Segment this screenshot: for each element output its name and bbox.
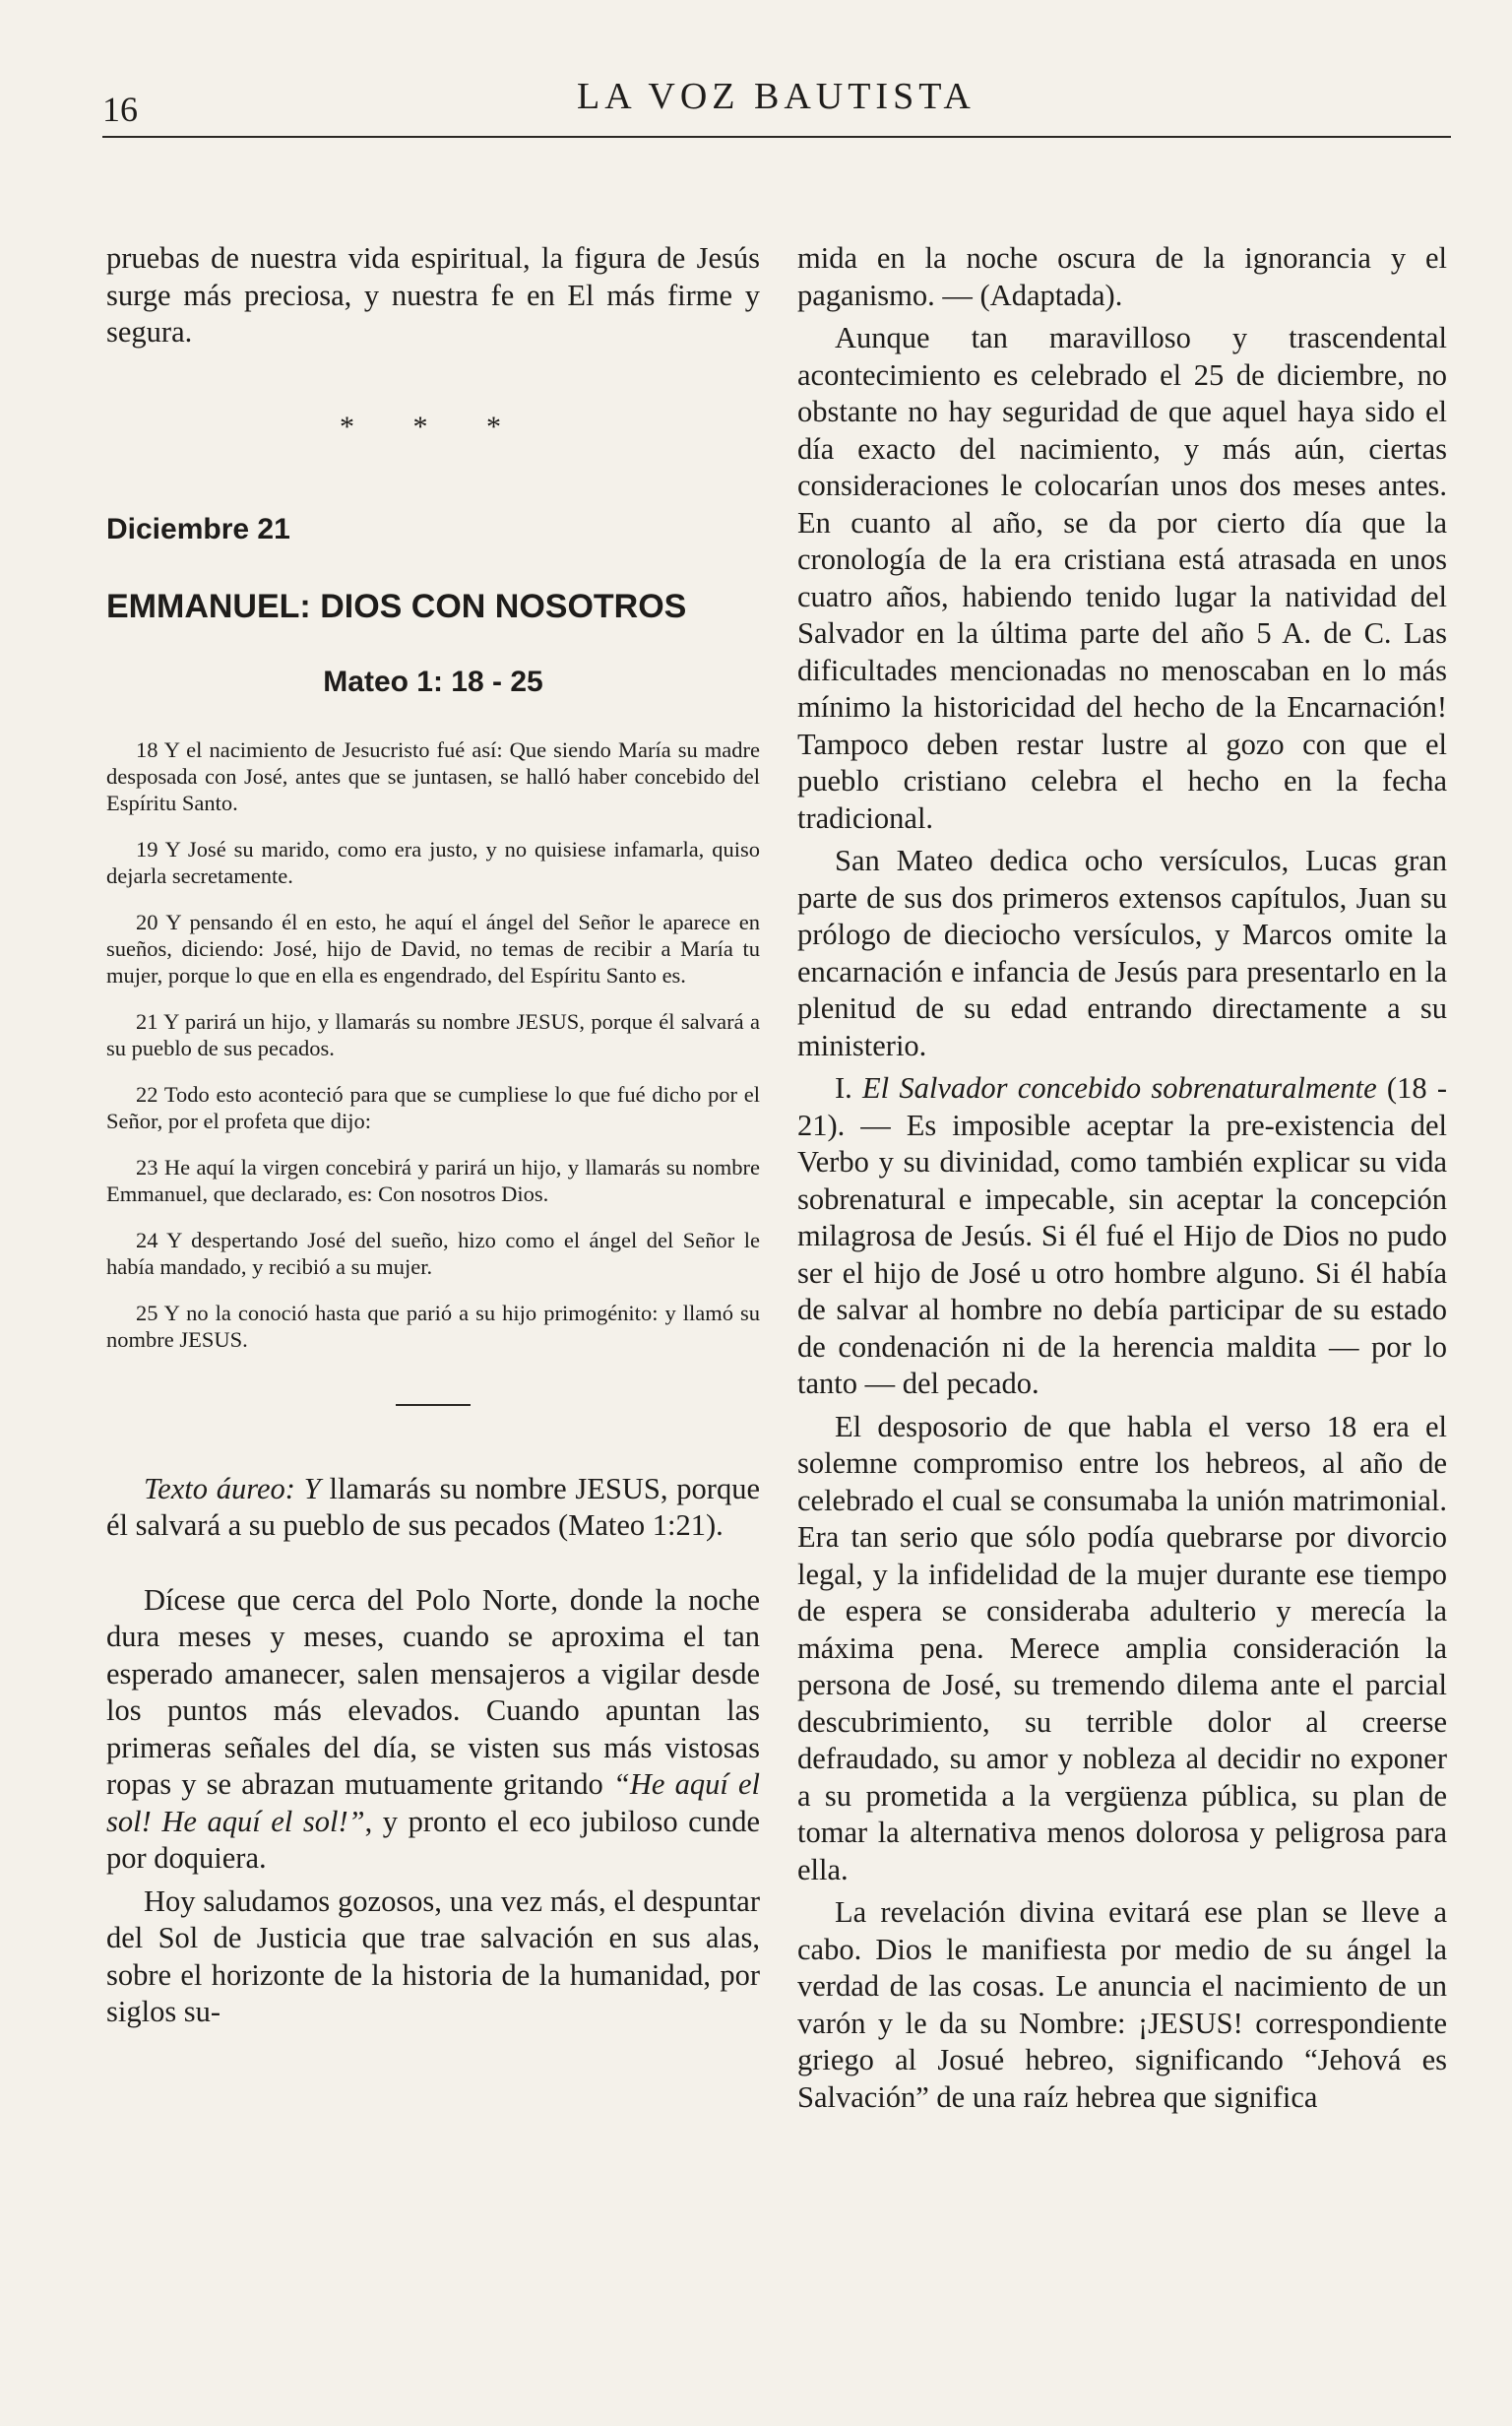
verse-20: 20 Y pensando él en esto, he aquí el ángel del Señor le aparece en sueños, diciendo: José, hijo de David, no temas de recibir a María tu mujer, porque lo que en ella es engendrado, del Espíritu Santo es.: [106, 909, 760, 988]
quote-he-aqui-el-sol: “He aquí el sol! He aquí el sol!”: [106, 1767, 760, 1838]
section-divider-asterisks: * * *: [340, 410, 527, 443]
right-column: [797, 240, 1447, 2116]
verse-25: 25 Y no la conoció hasta que parió a su hijo primogénito: y llamó su nombre JESUS.: [106, 1300, 760, 1352]
intro-paragraph: pruebas de nuestra vida espiritual, la figura de Jesús surge más preciosa, y nuestra fe en El más firme y segura.: [106, 241, 760, 349]
paragraph-continuation: mida en la noche oscura de la ignorancia y el paganismo. — (Adaptada).: [797, 241, 1447, 312]
date-heading: Diciembre 21: [106, 512, 290, 545]
verse-19: 19 Y José su marido, como era justo, y no quisiese infamarla, quiso dejarla secretamente.: [106, 836, 760, 888]
section-title: El Salvador concebido sobrenaturalmente: [862, 1071, 1377, 1105]
page-number: 16: [102, 90, 138, 129]
lesson-title: EMMANUEL: DIOS CON NOSOTROS: [106, 587, 687, 625]
section-number: I.: [835, 1071, 863, 1105]
paragraph-salvador-concebido: [797, 1070, 1447, 1403]
golden-text-body: llamarás su nombre JESUS, porque él salvará a su pueblo de sus pecados (Mateo 1:21).: [106, 1471, 760, 1542]
verse-21: 21 Y parirá un hijo, y llamarás su nombre JESUS, porque él salvará a su pueblo de sus pecados.: [106, 1008, 760, 1060]
paragraph-fecha: Aunque tan maravilloso y trascendental acontecimiento es celebrado el 25 de diciembre, no obstante no hay seguridad de que aquel haya sido el día exacto del nacimiento, y más aún, ciertas consideraciones le colocarían unos dos meses antes. En cuanto al año, se da por cierto día que la cronología de la era cristiana está atrasada en unos cuatro años, habiendo tenido lugar la natividad del Salvador en la última parte del año 5 A. de C. Las dificultades mencionadas no menoscaban en lo más mínimo la historicidad del hecho de la Encarnación! Tampoco deben restar lustre al gozo con que el pueblo cristiano celebra el hecho en la fecha tradicional.: [797, 321, 1447, 835]
paragraph-polo-norte-b: , y pronto el eco jubiloso cunde por doquiera.: [106, 1804, 760, 1875]
paragraph-sol-de-justicia: Hoy saludamos gozosos, una vez más, el despuntar del Sol de Justicia que trae salvación en sus alas, sobre el horizonte de la historia de la humanidad, por siglos su-: [106, 1883, 760, 2028]
running-title: LA VOZ BAUTISTA: [577, 76, 976, 117]
scripture-reference: Mateo 1: 18 - 25: [323, 665, 543, 698]
paragraph-evangelios: San Mateo dedica ocho versículos, Lucas gran parte de sus dos primeros extensos capítulos, Juan su prólogo de dieciocho versículos, y Marcos omite la encarnación e infancia de Jesús para presentarlo en la plenitud de su edad entrando directamente a su ministerio.: [797, 844, 1447, 1062]
paragraph-polo-norte-a: Dícese que cerca del Polo Norte, donde la noche dura meses y meses, cuando se aproxima el tan esperado amanecer, salen mensajeros a vigilar desde los puntos más elevados. Cuando apuntan las primeras señales del día, se visten sus más vistosas ropas y se abrazan mutuamente gritando: [106, 1582, 760, 1801]
header-rule: [102, 136, 1451, 138]
verse-24: 24 Y despertando José del sueño, hizo como el ángel del Señor le había mandado, y recibió a su mujer.: [106, 1227, 760, 1279]
golden-text-label: Texto áureo: Y: [144, 1471, 321, 1505]
verse-23: 23 He aquí la virgen concebirá y parirá un hijo, y llamarás su nombre Emmanuel, que declarado, es: Con nosotros Dios.: [106, 1154, 760, 1206]
paragraph-revelacion: La revelación divina evitará ese plan se lleve a cabo. Dios le manifiesta por medio de su ángel la verdad de las cosas. Le anuncia el nacimiento de un varón y le da su Nombre: ¡JESUS! correspondiente griego al Josué hebreo, significando “Jehová es Salvación” de una raíz hebrea que significa: [797, 1895, 1447, 2114]
verse-18: 18 Y el nacimiento de Jesucristo fué así: Que siendo María su madre desposada con José, antes que se juntasen, se halló haber concebido del Espíritu Santo.: [106, 736, 760, 815]
running-header: [102, 65, 1451, 144]
paragraph-desposorio: El desposorio de que habla el verso 18 era el solemne compromiso entre los hebreos, al año de celebrado el cual se consumaba la unión matrimonial. Era tan serio que sólo podía quebrarse por divorcio legal, y la infidelidad de la mujer durante ese tiempo de espera se consideraba adulterio y merecía la máxima pena. Merece amplia consideración la persona de José, su tremendo dilema ante el parcial descubrimiento, su terrible dolor al creerse defraudado, su amor y nobleza al decidir no exponer a su prometida a la vergüenza pública, su plan de tomar la alternativa menos dolorosa y peligrosa para ella.: [797, 1409, 1447, 1886]
section-body: (18 - 21). — Es imposible aceptar la pre-existencia del Verbo y su divinidad, como también explicar su vida sobrenatural e impecable, sin aceptar la concepción milagrosa de Jesús. Si él fué el Hijo de Dios no pudo ser el hijo de José u otro hombre alguno. Si él había de salvar al hombre no debía participar de su estado de condenación ni de la herencia maldita — por lo tanto — del pecado.: [797, 1071, 1447, 1400]
verse-22: 22 Todo esto aconteció para que se cumpliese lo que fué dicho por el Señor, por el profeta que dijo:: [106, 1081, 760, 1133]
golden-text: [106, 1471, 760, 1545]
left-column: [106, 240, 760, 2031]
paragraph-polo-norte: [106, 1582, 760, 1878]
short-rule: [396, 1404, 471, 1406]
